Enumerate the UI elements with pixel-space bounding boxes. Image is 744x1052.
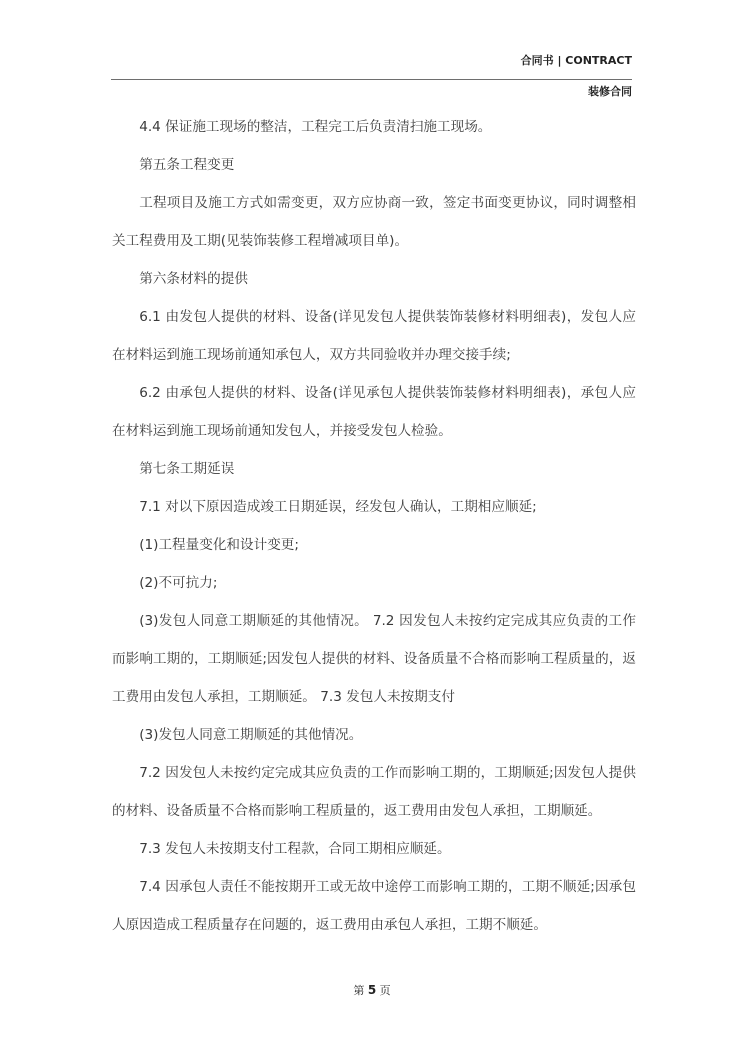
paragraph: 工程项目及施工方式如需变更，双方应协商一致，签定书面变更协议，同时调整相关工程费用及工期(见装饰装修工程增减项目单)。 — [112, 195, 636, 249]
paragraph: 第七条工期延误 — [139, 461, 235, 477]
paragraph: (3)发包人同意工期顺延的其他情况。 7.2 因发包人未按约定完成其应负责的工作而影响工期的，工期顺延;因发包人提供的材料、设备质量不合格而影响工程质量的，返工费用由发包人承担，工期顺延。 7.3 发包人未按期支付 — [112, 613, 636, 705]
paragraph: (2)不可抗力; — [139, 575, 218, 591]
paragraph: 4.4 保证施工现场的整洁，工程完工后负责清扫施工现场。 — [139, 119, 492, 135]
footer-suffix: 页 — [379, 984, 391, 997]
paragraph: 7.2 因发包人未按约定完成其应负责的工作而影响工期的，工期顺延;因发包人提供的材料、设备质量不合格而影响工程质量的，返工费用由发包人承担，工期顺延。 — [112, 765, 636, 819]
document-body — [112, 108, 636, 944]
header-brand: 合同书 | CONTRACT — [520, 54, 632, 67]
paragraph: 6.1 由发包人提供的材料、设备(详见发包人提供装饰装修材料明细表)，发包人应在材料运到施工现场前通知承包人，双方共同验收并办理交接手续; — [112, 309, 636, 363]
paragraph: 7.3 发包人未按期支付工程款，合同工期相应顺延。 — [139, 841, 451, 857]
paragraph: (1)工程量变化和设计变更; — [139, 537, 299, 553]
page-number: 5 — [367, 983, 377, 997]
paragraph: 6.2 由承包人提供的材料、设备(详见承包人提供装饰装修材料明细表)，承包人应在材料运到施工现场前通知发包人，并接受发包人检验。 — [112, 385, 636, 439]
paragraph: 7.4 因承包人责任不能按期开工或无故中途停工而影响工期的，工期不顺延;因承包人原因造成工程质量存在问题的，返工费用由承包人承担，工期不顺延。 — [112, 879, 636, 933]
paragraph: 7.1 对以下原因造成竣工日期延误，经发包人确认，工期相应顺延; — [139, 499, 537, 515]
paragraph: (3)发包人同意工期顺延的其他情况。 — [139, 727, 363, 743]
paragraph: 第五条工程变更 — [139, 157, 235, 173]
page-footer — [0, 982, 744, 998]
header-doc-type: 装修合同 — [588, 85, 632, 98]
header-divider — [111, 79, 632, 80]
footer-prefix: 第 — [353, 984, 365, 997]
paragraph: 第六条材料的提供 — [139, 271, 248, 287]
